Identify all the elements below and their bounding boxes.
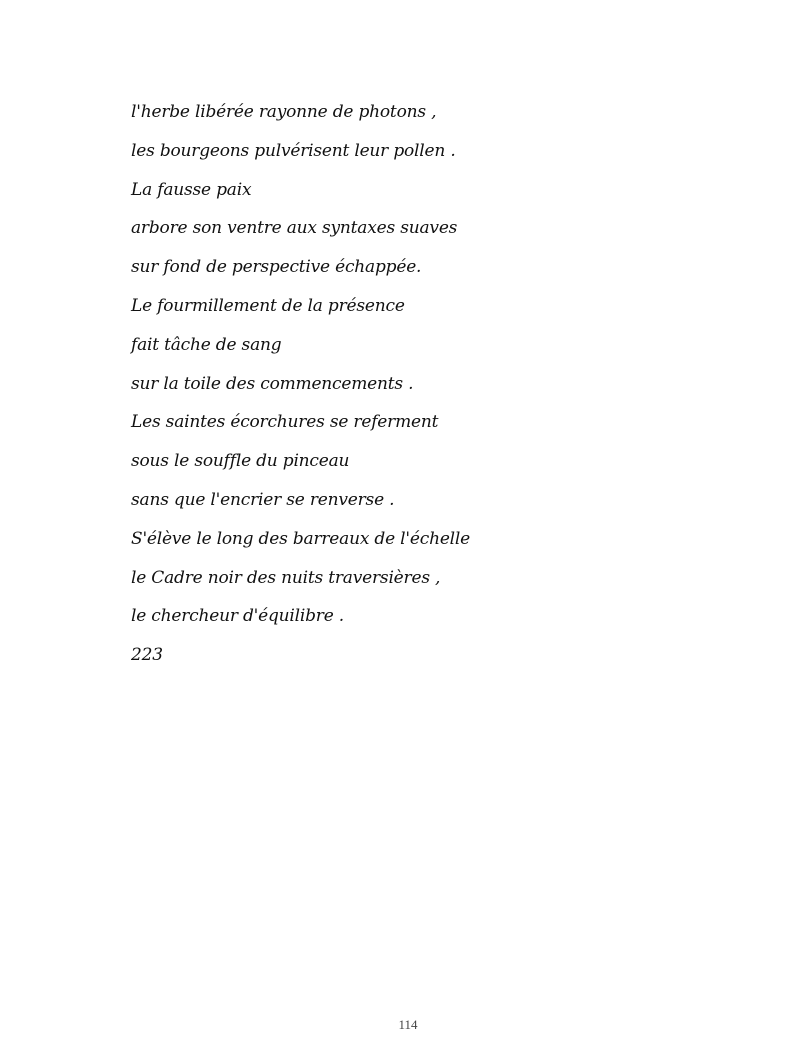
poem-line: Les saintes écorchures se referment [131,412,439,433]
poem-line: les bourgeons pulvérisent leur pollen . [131,140,456,161]
poem-line: La fausse paix [131,179,252,200]
poem-line: fait tâche de sang [131,334,282,355]
poem-line: le chercheur d'équilibre . [131,606,345,627]
poem-line-number: 223 [131,645,163,666]
page-number: 114 [398,1017,418,1032]
poem-line: sur fond de perspective échappée. [131,257,422,278]
poem-line: sous le souffle du pinceau [131,451,350,472]
poem-line: sur la toile des commencements . [131,373,414,394]
poem-line: S'élève le long des barreaux de l'échelle [131,528,471,549]
poem-text [131,100,470,682]
poem-line: Le fourmillement de la présence [131,295,405,316]
poem-line: arbore son ventre aux syntaxes suaves [131,218,458,239]
poem-line: sans que l'encrier se renverse . [131,489,395,510]
poem-line: l'herbe libérée rayonne de photons , [131,102,437,122]
poem-line: le Cadre noir des nuits traversières , [131,567,441,588]
